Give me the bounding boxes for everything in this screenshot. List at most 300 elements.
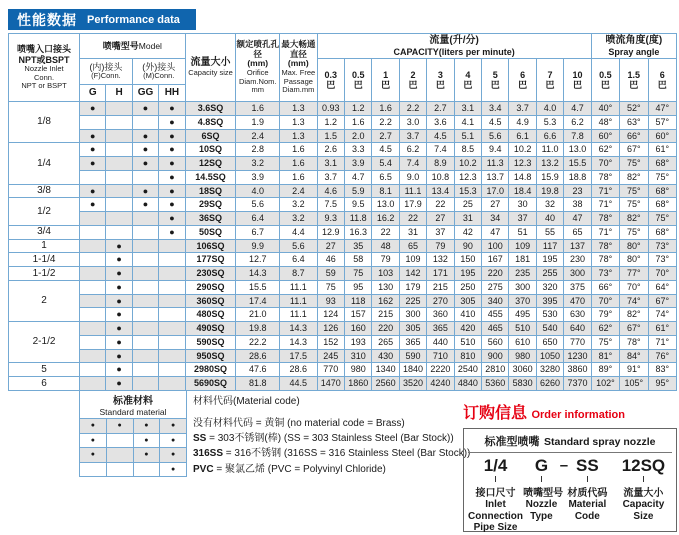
capacity-cell: 250 (454, 280, 481, 294)
capacity-cell: 79 (372, 253, 399, 267)
max-free-cell: 5.6 (280, 239, 318, 253)
capacity-cell: 2810 (482, 363, 509, 377)
model-empty-cell (80, 212, 106, 226)
model-col-header-hh: HH (159, 85, 185, 102)
model-dot-indicator: ● (80, 129, 106, 143)
capacity-cell: 440 (427, 335, 454, 349)
model-dot-indicator: ● (80, 157, 106, 171)
max-free-cell: 8.7 (280, 267, 318, 281)
capacity-cell: 47 (564, 212, 591, 226)
spray-angle-cell: 64° (648, 280, 676, 294)
spray-angle-cell: 70° (620, 280, 648, 294)
capacity-cell: 7.8 (564, 129, 591, 143)
capacity-pressure-header-value: 5 (492, 69, 498, 80)
capacity-cell: 4.9 (509, 115, 536, 129)
capacity-cell: 215 (372, 308, 399, 322)
model-empty-cell (159, 239, 185, 253)
capacity-size-cell: 177SQ (185, 253, 236, 267)
spray-pressure-header-unit: 巴 (600, 80, 610, 90)
order-label (468, 476, 523, 534)
max-free-header-en3: Diam.mm (282, 85, 315, 95)
model-dot-indicator: ● (159, 102, 185, 116)
spray-angle-cell: 89° (591, 363, 619, 377)
max-free-cell: 3.2 (280, 212, 318, 226)
female-conn-header (80, 59, 133, 85)
spray-angle-cell: 73° (648, 253, 676, 267)
orifice-header (236, 34, 280, 102)
capacity-cell: 195 (454, 267, 481, 281)
model-dot-indicator: ● (159, 143, 185, 157)
table-row (9, 102, 677, 116)
material-dot-indicator: ● (133, 433, 160, 448)
capacity-group-header-zh: 流量(升/分) (429, 35, 479, 47)
capacity-cell: 305 (454, 294, 481, 308)
table-row (9, 170, 677, 184)
spray-angle-cell: 70° (591, 157, 619, 171)
spray-angle-cell: 78° (591, 239, 619, 253)
capacity-pressure-header-value: 1 (383, 69, 389, 80)
max-free-cell: 1.6 (280, 157, 318, 171)
capacity-cell: 770 (317, 363, 344, 377)
inlet-size-cell: 1-1/4 (9, 253, 80, 267)
capacity-group-header-en: CAPACITY(liters per minute) (393, 46, 515, 57)
inlet-size-cell: 6 (9, 377, 80, 391)
spray-angle-cell: 77° (620, 267, 648, 281)
capacity-cell: 13.4 (427, 184, 454, 198)
table-row (9, 253, 677, 267)
orifice-cell: 21.0 (236, 308, 280, 322)
max-free-cell: 17.5 (280, 349, 318, 363)
capacity-pressure-header-unit: 巴 (408, 80, 418, 90)
capacity-size-cell: 106SQ (185, 239, 236, 253)
order-code-capacity: 12SQ (621, 456, 666, 475)
capacity-pressure-header-unit: 巴 (463, 80, 473, 90)
model-empty-cell (80, 280, 106, 294)
male-conn-header (132, 59, 185, 85)
capacity-cell: 8.1 (372, 184, 399, 198)
capacity-cell: 19.8 (536, 184, 563, 198)
model-empty-cell (106, 184, 132, 198)
capacity-cell: 11.0 (536, 143, 563, 157)
max-free-cell: 11.1 (280, 294, 318, 308)
model-empty-cell (80, 267, 106, 281)
spray-angle-cell: 78° (591, 170, 619, 184)
table-row (9, 184, 677, 198)
capacity-cell: 12.3 (454, 170, 481, 184)
capacity-cell: 7.4 (399, 157, 426, 171)
model-header-en: Model (138, 40, 162, 51)
capacity-pressure-header (564, 59, 591, 102)
capacity-cell: 38 (564, 198, 591, 212)
max-free-cell: 4.4 (280, 225, 318, 239)
spray-angle-cell: 75° (591, 335, 619, 349)
inlet-size-cell: 3/4 (9, 225, 80, 239)
model-empty-cell (132, 267, 158, 281)
inlet-size-cell: 1-1/2 (9, 267, 80, 281)
capacity-cell: 540 (536, 322, 563, 336)
orifice-header-en1: Orifice (246, 68, 269, 78)
capacity-cell: 455 (482, 308, 509, 322)
spray-angle-cell: 66° (620, 129, 648, 143)
model-dot-indicator: ● (80, 184, 106, 198)
inlet-header-standard: NPT或BSPT (18, 54, 70, 65)
material-code-desc: 没有材料代码 = 黄铜 (no material code = Brass) (193, 418, 405, 429)
capacity-size-cell: 290SQ (185, 280, 236, 294)
max-free-cell: 1.3 (280, 115, 318, 129)
model-empty-cell (159, 377, 185, 391)
model-empty-cell (159, 322, 185, 336)
material-dot-indicator: ● (133, 419, 160, 434)
capacity-cell: 1230 (564, 349, 591, 363)
model-dot-indicator: ● (159, 129, 185, 143)
material-dot-indicator: ● (133, 448, 160, 463)
model-empty-cell (159, 280, 185, 294)
capacity-cell: 220 (482, 267, 509, 281)
capacity-cell: 5.6 (482, 129, 509, 143)
spray-angle-cell: 76° (648, 349, 676, 363)
model-dot-indicator: ● (106, 308, 132, 322)
orifice-cell: 2.4 (236, 129, 280, 143)
order-label-en: Pipe Size (473, 522, 518, 533)
model-empty-cell (159, 349, 185, 363)
capacity-cell: 157 (345, 308, 372, 322)
capacity-pressure-header (427, 59, 454, 102)
capacity-pressure-header (372, 59, 399, 102)
spray-pressure-header-unit: 巴 (657, 80, 667, 90)
spray-pressure-header-value: 1.5 (627, 69, 641, 80)
capacity-size-cell: 950SQ (185, 349, 236, 363)
model-empty-cell (132, 363, 158, 377)
model-empty-cell (132, 377, 158, 391)
spray-pressure-header-value: 0.5 (599, 69, 612, 80)
orifice-cell: 6.7 (236, 225, 280, 239)
order-tick-line (643, 476, 644, 482)
capacity-cell: 2.2 (372, 115, 399, 129)
max-free-cell: 3.2 (280, 198, 318, 212)
inlet-header-en2: Conn. (34, 72, 55, 82)
spray-angle-cell: 75° (648, 170, 676, 184)
capacity-pressure-header-value: 2 (410, 69, 416, 80)
capacity-cell: 255 (536, 267, 563, 281)
order-label-zh: 喷嘴型号 (523, 488, 564, 499)
spray-angle-cell: 73° (648, 239, 676, 253)
capacity-cell: 1.6 (345, 115, 372, 129)
spray-angle-cell: 82° (620, 212, 648, 226)
material-code-line (193, 431, 470, 446)
capacity-size-cell: 14.5SQ (185, 170, 236, 184)
spray-angle-cell: 47° (648, 102, 676, 116)
capacity-cell: 46 (317, 253, 344, 267)
orifice-cell: 81.8 (236, 377, 280, 391)
spray-angle-cell: 60° (591, 129, 619, 143)
table-row (9, 363, 677, 377)
capacity-cell: 22 (399, 212, 426, 226)
capacity-cell: 90 (454, 239, 481, 253)
capacity-cell: 10.2 (509, 143, 536, 157)
capacity-pressure-header (536, 59, 563, 102)
spray-angle-cell: 75° (620, 198, 648, 212)
capacity-cell: 16.3 (345, 225, 372, 239)
capacity-cell: 9.4 (482, 143, 509, 157)
capacity-size-header-en: Capacity size (188, 67, 233, 77)
capacity-cell: 13.2 (536, 157, 563, 171)
spray-angle-cell: 63° (620, 115, 648, 129)
orifice-cell: 12.7 (236, 253, 280, 267)
model-dot-indicator: ● (106, 294, 132, 308)
inlet-size-cell: 3/8 (9, 184, 80, 198)
capacity-cell: 12.9 (317, 225, 344, 239)
order-info-title (463, 400, 625, 423)
spray-angle-cell: 66° (591, 280, 619, 294)
capacity-cell: 305 (399, 322, 426, 336)
capacity-cell: 2540 (454, 363, 481, 377)
material-code-title: 材料代码(Material code) (193, 396, 300, 407)
model-dot-indicator: ● (159, 198, 185, 212)
model-dot-indicator: ● (159, 212, 185, 226)
model-dot-indicator: ● (80, 198, 106, 212)
capacity-size-cell: 5690SQ (185, 377, 236, 391)
max-free-cell: 6.4 (280, 253, 318, 267)
capacity-cell: 6260 (536, 377, 563, 391)
model-dot-indicator: ● (80, 102, 106, 116)
capacity-cell: 980 (509, 349, 536, 363)
capacity-cell: 8.5 (454, 143, 481, 157)
spray-angle-cell: 70° (591, 294, 619, 308)
capacity-cell: 93 (317, 294, 344, 308)
capacity-cell: 4.0 (536, 102, 563, 116)
model-dot-indicator: ● (132, 184, 158, 198)
capacity-pressure-header-unit: 巴 (545, 80, 555, 90)
capacity-cell: 5830 (509, 377, 536, 391)
capacity-cell: 15.5 (564, 157, 591, 171)
model-empty-cell (132, 115, 158, 129)
table-row (9, 267, 677, 281)
capacity-cell: 375 (564, 280, 591, 294)
material-dot-indicator: ● (80, 419, 107, 434)
model-dot-indicator: ● (106, 280, 132, 294)
capacity-cell: 37 (509, 212, 536, 226)
capacity-cell: 3.1 (317, 157, 344, 171)
capacity-cell: 3280 (536, 363, 563, 377)
capacity-cell: 179 (399, 280, 426, 294)
spray-pressure-header (648, 59, 676, 102)
capacity-pressure-header-value: 4 (465, 69, 471, 80)
spray-angle-cell: 75° (648, 212, 676, 226)
capacity-pressure-header (345, 59, 372, 102)
capacity-cell: 5.4 (372, 157, 399, 171)
capacity-cell: 65 (564, 225, 591, 239)
order-info-box (463, 428, 677, 532)
capacity-cell: 18.4 (509, 184, 536, 198)
capacity-cell: 195 (536, 253, 563, 267)
capacity-cell: 710 (427, 349, 454, 363)
standard-material-en: Standard material (99, 407, 167, 417)
table-row (9, 129, 677, 143)
capacity-cell: 30 (509, 198, 536, 212)
capacity-cell: 510 (509, 322, 536, 336)
capacity-pressure-header-unit: 巴 (381, 80, 391, 90)
capacity-cell: 23 (564, 184, 591, 198)
model-empty-cell (106, 129, 132, 143)
model-empty-cell (106, 102, 132, 116)
male-conn-en: (M)Conn. (143, 71, 175, 81)
capacity-cell: 4.7 (564, 102, 591, 116)
model-empty-cell (80, 349, 106, 363)
capacity-cell: 4240 (427, 377, 454, 391)
capacity-cell: 11.3 (482, 157, 509, 171)
material-dot-indicator: ● (80, 433, 107, 448)
model-empty-cell (106, 157, 132, 171)
capacity-cell: 6.2 (399, 143, 426, 157)
model-dot-indicator: ● (132, 143, 158, 157)
orifice-cell: 19.8 (236, 322, 280, 336)
capacity-cell: 420 (454, 322, 481, 336)
capacity-cell: 31 (454, 212, 481, 226)
model-empty-cell (132, 294, 158, 308)
capacity-cell: 610 (509, 335, 536, 349)
capacity-cell: 150 (454, 253, 481, 267)
capacity-cell: 75 (345, 267, 372, 281)
model-empty-cell (80, 170, 106, 184)
capacity-cell: 2.6 (317, 143, 344, 157)
capacity-cell: 1.2 (345, 102, 372, 116)
capacity-cell: 215 (427, 280, 454, 294)
capacity-cell: 7.5 (317, 198, 344, 212)
capacity-size-cell: 590SQ (185, 335, 236, 349)
order-tick-line (495, 476, 496, 482)
order-code-pipe-size: 1/4 (483, 456, 508, 475)
orifice-cell: 6.4 (236, 212, 280, 226)
material-code-name: 316SS (193, 448, 224, 460)
capacity-cell: 225 (399, 294, 426, 308)
material-dot-indicator: ● (160, 419, 187, 434)
female-conn-zh: (内)接头 (89, 62, 123, 73)
spray-angle-cell: 52° (620, 102, 648, 116)
model-dot-indicator: ● (159, 157, 185, 171)
model-empty-cell (80, 308, 106, 322)
capacity-cell: 2.7 (372, 129, 399, 143)
capacity-cell: 395 (536, 294, 563, 308)
capacity-cell: 25 (454, 198, 481, 212)
capacity-cell: 2560 (372, 377, 399, 391)
spray-angle-cell: 78° (591, 253, 619, 267)
capacity-size-cell: 29SQ (185, 198, 236, 212)
capacity-pressure-header-unit: 巴 (490, 80, 500, 90)
order-code-material: SS (575, 456, 599, 475)
model-dot-indicator: ● (159, 184, 185, 198)
capacity-cell: 340 (482, 294, 509, 308)
order-label-en: Connection (468, 510, 524, 522)
capacity-cell: 11.8 (345, 212, 372, 226)
capacity-cell: 15.9 (536, 170, 563, 184)
spray-angle-cell: 82° (620, 308, 648, 322)
capacity-cell: 465 (482, 322, 509, 336)
orifice-header-en2: Diam.Nom. (238, 76, 277, 86)
capacity-cell: 4840 (454, 377, 481, 391)
model-empty-cell (80, 253, 106, 267)
capacity-cell: 1840 (399, 363, 426, 377)
model-empty-cell (132, 253, 158, 267)
capacity-cell: 3520 (399, 377, 426, 391)
capacity-cell: 16.2 (372, 212, 399, 226)
capacity-cell: 6.1 (509, 129, 536, 143)
order-tick-line (541, 476, 542, 482)
material-code-legend (193, 392, 470, 477)
model-dot-indicator: ● (159, 170, 185, 184)
capacity-cell: 117 (536, 239, 563, 253)
capacity-cell: 4.1 (454, 115, 481, 129)
capacity-size-cell: 6SQ (185, 129, 236, 143)
capacity-cell: 1.6 (372, 102, 399, 116)
spray-angle-cell: 74° (648, 308, 676, 322)
capacity-cell: 14.8 (509, 170, 536, 184)
model-empty-cell (80, 335, 106, 349)
model-empty-cell (132, 322, 158, 336)
capacity-pressure-header-unit: 巴 (326, 80, 336, 90)
orifice-cell: 28.6 (236, 349, 280, 363)
capacity-pressure-header-value: 0.5 (351, 69, 365, 80)
max-free-cell: 2.4 (280, 184, 318, 198)
capacity-cell: 2.7 (427, 102, 454, 116)
order-info-title-zh: 订购信息 (463, 405, 528, 422)
order-label-en: Size (633, 510, 654, 522)
spray-angle-cell: 71° (591, 184, 619, 198)
capacity-cell: 59 (317, 267, 344, 281)
orifice-cell: 4.0 (236, 184, 280, 198)
spray-angle-cell: 68° (648, 225, 676, 239)
capacity-cell: 167 (482, 253, 509, 267)
inlet-header-zh: 喷嘴入口接头 (17, 44, 72, 55)
capacity-cell: 4.7 (345, 170, 372, 184)
capacity-cell: 3.4 (482, 102, 509, 116)
orifice-cell: 2.8 (236, 143, 280, 157)
model-dot-indicator: ● (106, 377, 132, 391)
spray-angle-cell: 67° (620, 322, 648, 336)
capacity-pressure-header (317, 59, 344, 102)
inlet-size-cell: 1 (9, 239, 80, 253)
model-dot-indicator: ● (106, 335, 132, 349)
spray-angle-cell: 62° (591, 322, 619, 336)
spray-angle-cell: 40° (591, 102, 619, 116)
capacity-cell: 118 (345, 294, 372, 308)
male-conn-zh: (外)接头 (142, 62, 176, 73)
order-label-zh: 材质代码 (567, 488, 608, 499)
standard-material-zh: 标准材料 (113, 396, 153, 407)
capacity-cell: 1050 (536, 349, 563, 363)
capacity-size-header-zh: 流量大小 (190, 57, 231, 69)
capacity-pressure-header-value: 3 (437, 69, 443, 80)
spray-angle-cell: 67° (648, 294, 676, 308)
capacity-size-cell: 50SQ (185, 225, 236, 239)
capacity-cell: 770 (564, 335, 591, 349)
capacity-cell: 3.9 (345, 157, 372, 171)
material-dot-indicator: ● (80, 448, 107, 463)
inlet-header-en1: Nozzle Inlet (24, 63, 64, 73)
orifice-cell: 1.9 (236, 115, 280, 129)
material-code-line (193, 462, 470, 477)
model-empty-cell (80, 322, 106, 336)
order-labels (468, 476, 672, 534)
material-empty-cell (106, 433, 133, 448)
capacity-size-cell: 4.8SQ (185, 115, 236, 129)
orifice-cell: 14.3 (236, 267, 280, 281)
capacity-cell: 590 (399, 349, 426, 363)
max-free-cell: 11.1 (280, 308, 318, 322)
capacity-size-cell: 230SQ (185, 267, 236, 281)
capacity-cell: 1470 (317, 377, 344, 391)
capacity-cell: 18.8 (564, 170, 591, 184)
spray-angle-cell: 48° (591, 115, 619, 129)
